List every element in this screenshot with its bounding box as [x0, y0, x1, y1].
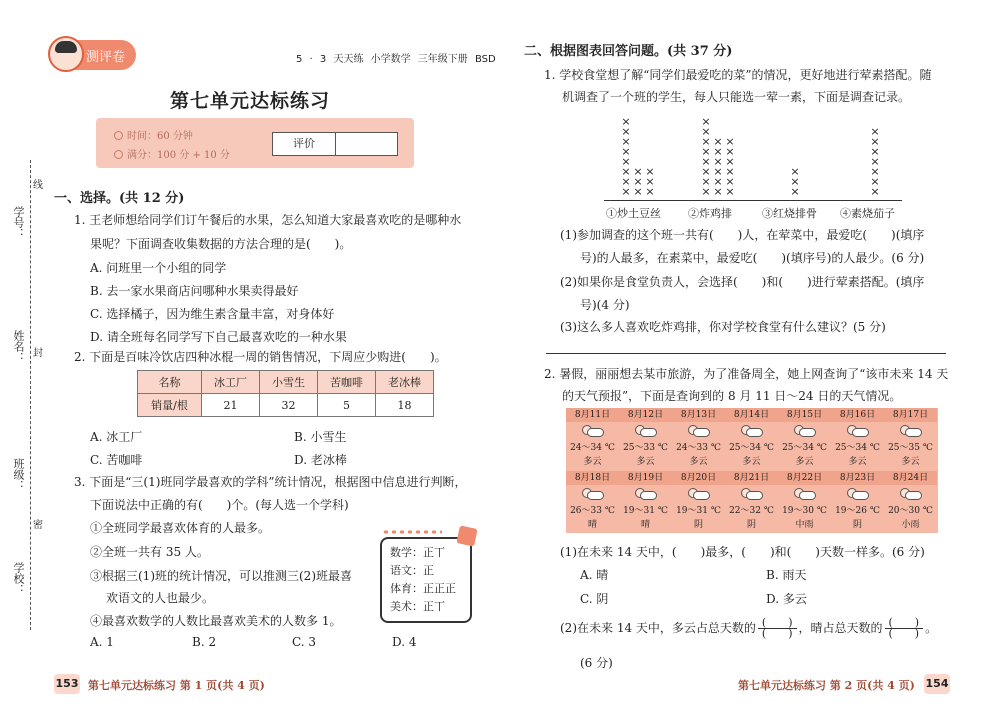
table-row — [138, 394, 434, 417]
q2-text: 2. 下面是百味冷饮店四种冰棍一周的销售情况，下周应少购进( )。 — [74, 350, 447, 364]
r-q1-part3: (3)这么多人喜欢吃炸鸡排，你对学校食堂有什么建议？(5 分) — [560, 320, 886, 334]
mascot-icon — [48, 36, 84, 72]
page-footer: 第七单元达标练习 第 2 页(共 4 页) — [738, 679, 915, 692]
student-name-label: 姓名： — [12, 330, 25, 363]
page-number: 153 — [54, 674, 80, 694]
weather-desc: 多云 — [848, 457, 867, 467]
weather-temp: 26～33 ℃ — [570, 506, 615, 516]
table-cell: 32 — [260, 394, 318, 417]
book-info: 5 · 3 天天练 小学数学 三年级下册 BSD — [296, 54, 496, 65]
tally-row: 体育：正正正 — [390, 582, 456, 595]
seal-char: 密 — [33, 520, 43, 531]
answer-line[interactable] — [546, 353, 946, 354]
weather-icon — [794, 488, 816, 501]
weather-date: 8月15日 — [778, 408, 831, 422]
weather-desc: 阴 — [852, 520, 862, 530]
tally-column: × × × × × × × × — [701, 115, 711, 198]
pictograph-baseline — [604, 200, 902, 201]
table-cell: 18 — [376, 394, 434, 417]
weather-date: 8月17日 — [884, 408, 937, 422]
tally-card — [380, 537, 472, 623]
weather-date: 8月21日 — [725, 471, 778, 485]
page-title: 第七单元达标练习 — [169, 90, 330, 112]
weather-icon — [900, 425, 922, 438]
r-q2-part2 — [560, 618, 937, 639]
weather-date: 8月14日 — [725, 408, 778, 422]
r-q2-part2-mid: ，晴占总天数的 — [798, 621, 883, 635]
page-footer: 第七单元达标练习 第 1 页(共 4 页) — [88, 679, 265, 692]
evaluation-blank[interactable] — [335, 133, 397, 155]
weather-day — [778, 471, 831, 533]
weather-icon — [741, 425, 763, 438]
q3-statement-3b: 欢语文的人也最少。 — [106, 591, 215, 605]
weather-desc: 晴 — [587, 520, 597, 530]
table-header-cell: 苦咖啡 — [318, 371, 376, 394]
weather-desc: 小雨 — [901, 520, 920, 530]
r-q2-line1: 2. 暑假，丽丽想去某市旅游，为了准备周全，她上网查询了“该市未来 14 天 — [544, 367, 949, 381]
weather-icon — [635, 425, 657, 438]
decorative-dots — [382, 529, 442, 535]
weather-icon — [582, 425, 604, 438]
tally-column: × × × × × × × × — [621, 115, 631, 198]
table-row-label: 销量/根 — [138, 394, 202, 417]
q3-statement-3a: ③根据三(1)班的统计情况，可以推测三(2)班最喜 — [90, 569, 352, 583]
tally-column: × × × × × × — [713, 135, 723, 198]
seal-char: 线 — [33, 180, 43, 191]
tally-column: × × × × × × × — [870, 125, 880, 198]
score-row — [114, 146, 230, 161]
weather-day — [672, 471, 725, 533]
seal-char: 封 — [33, 348, 43, 359]
student-number-label: 学号： — [12, 206, 25, 239]
weather-date: 8月11日 — [566, 408, 619, 422]
test-badge — [52, 40, 136, 70]
q3-option-c[interactable]: C. 3 — [292, 635, 317, 649]
time-limit: 时间：60 分钟 — [127, 131, 193, 142]
sales-table — [137, 370, 434, 417]
weather-temp: 25～34 ℃ — [729, 443, 774, 453]
exam-info-box — [96, 118, 414, 168]
r-q2-option-c[interactable]: C. 阴 — [580, 592, 609, 606]
weather-desc: 多云 — [742, 457, 761, 467]
table-header-row — [138, 371, 434, 394]
weather-icon — [847, 425, 869, 438]
r-q1-part1b: 号)的人最多，在素菜中，最爱吃( )(填序号)的人最少。(6 分) — [580, 251, 925, 265]
q1-line2: 果呢？下面调查收集数据的方法合理的是( )。 — [90, 237, 352, 251]
weather-day — [619, 471, 672, 533]
table-cell: 5 — [318, 394, 376, 417]
r-q1-line2: 机调查了一个班的学生，每人只能选一荤一素，下面是调查记录。 — [562, 90, 911, 104]
section2-title: 二、根据图表回答问题。(共 37 分) — [524, 44, 733, 59]
weather-desc: 阴 — [693, 520, 703, 530]
weather-day — [725, 408, 778, 470]
weather-icon — [688, 488, 710, 501]
r-q2-option-a[interactable]: A. 晴 — [580, 568, 609, 582]
r-q2-line2: 的天气预报”，下面是查询到的 8 月 11 日～24 日的天气情况。 — [562, 389, 902, 403]
weather-day — [725, 471, 778, 533]
weather-temp: 19～31 ℃ — [676, 506, 721, 516]
weather-date: 8月19日 — [619, 471, 672, 485]
weather-temp: 25～35 ℃ — [888, 443, 933, 453]
weather-desc: 中雨 — [795, 520, 814, 530]
r-q1-line1: 1. 学校食堂想了解“同学们最爱吃的菜”的情况，更好地进行荤素搭配。随 — [544, 68, 932, 82]
weather-day — [566, 408, 619, 470]
weather-day — [566, 471, 619, 533]
weather-temp: 22～32 ℃ — [729, 506, 774, 516]
weather-day — [831, 408, 884, 470]
check-icon — [114, 150, 123, 159]
time-row — [114, 127, 193, 142]
fraction-blank[interactable]: $\frac{( )}{( )}$ — [885, 618, 924, 639]
tally-row: 美术：正丅 — [390, 600, 445, 613]
q3-option-d[interactable]: D. 4 — [392, 635, 417, 649]
q2-option-c[interactable]: C. 苦咖啡 — [90, 453, 143, 467]
r-q2-part2-pre: (2)在未来 14 天中，多云占总天数的 — [560, 621, 756, 635]
q3-line2: 下面说法中正确的有( )个。(每人选一个学科) — [90, 498, 349, 512]
category-label: ①炒土豆丝 — [606, 207, 661, 220]
weather-temp: 25～33 ℃ — [623, 443, 668, 453]
r-q2-part1: (1)在未来 14 天中，( )最多，( )和( )天数一样多。(6 分) — [560, 545, 925, 559]
category-label: ④素烧茄子 — [840, 207, 895, 220]
class-label: 班级： — [12, 458, 25, 491]
q1-line1: 1. 王老师想给同学们订午餐后的水果，怎么知道大家最喜欢吃的是哪种水 — [74, 213, 462, 227]
q2-option-d[interactable]: D. 老冰棒 — [294, 453, 347, 467]
table-header-cell: 小雪生 — [260, 371, 318, 394]
weather-desc: 阴 — [746, 520, 756, 530]
tally-column: × × × — [633, 165, 643, 198]
q3-statement-1: ①全班同学最喜欢体育的人最多。 — [90, 521, 271, 535]
right-page — [500, 0, 1000, 718]
r-q2-score: (6 分) — [580, 656, 613, 670]
weather-day — [672, 408, 725, 470]
evaluation-box — [272, 132, 398, 156]
q1-option-b[interactable]: B. 去一家水果商店问哪种水果卖得最好 — [90, 284, 299, 298]
weather-desc: 多云 — [901, 457, 920, 467]
weather-icon — [741, 488, 763, 501]
table-header-cell: 老冰棒 — [376, 371, 434, 394]
q3-statement-2: ②全班一共有 35 人。 — [90, 545, 209, 559]
q3-option-b[interactable]: B. 2 — [192, 635, 217, 649]
weather-date: 8月16日 — [831, 408, 884, 422]
section1-title: 一、选择。(共 12 分) — [54, 191, 185, 206]
page-number: 154 — [924, 674, 950, 694]
weather-desc: 多云 — [689, 457, 708, 467]
q3-statement-4: ④最喜欢数学的人数比最喜欢美术的人数多 1。 — [90, 614, 342, 628]
weather-temp: 19～30 ℃ — [782, 506, 827, 516]
q2-option-b[interactable]: B. 小雪生 — [294, 430, 347, 444]
evaluation-label: 评价 — [292, 137, 315, 150]
weather-forecast — [566, 408, 938, 533]
r-q1-part2b: 号)(4 分) — [580, 298, 630, 312]
q1-option-a[interactable]: A. 问班里一个小组的同学 — [90, 261, 227, 275]
weather-temp: 25～34 ℃ — [835, 443, 880, 453]
weather-day — [884, 408, 937, 470]
weather-temp: 19～31 ℃ — [623, 506, 668, 516]
tally-column: × × × — [645, 165, 655, 198]
weather-icon — [847, 488, 869, 501]
weather-day — [831, 471, 884, 533]
weather-day — [619, 408, 672, 470]
tally-column: × × × — [790, 165, 800, 198]
table-header-cell: 名称 — [138, 371, 202, 394]
weather-temp: 25～34 ℃ — [782, 443, 827, 453]
clock-icon — [114, 131, 123, 140]
badge-label: 测评卷 — [86, 50, 126, 65]
q3-line1: 3. 下面是“三(1)班同学最喜欢的学科”统计情况，根据图中信息进行判断， — [74, 475, 467, 489]
weather-icon — [582, 488, 604, 501]
weather-temp: 19～26 ℃ — [835, 506, 880, 516]
weather-temp: 24～34 ℃ — [570, 443, 615, 453]
r-q2-part2-end: 。 — [925, 621, 938, 635]
q2-option-a[interactable]: A. 冰工厂 — [90, 430, 143, 444]
school-label: 学校： — [12, 562, 25, 595]
weather-icon — [794, 425, 816, 438]
r-q1-part2a: (2)如果你是食堂负责人，会选择( )和( )进行荤素搭配。(填序 — [560, 275, 925, 289]
weather-icon — [635, 488, 657, 501]
tally-row: 语文：正 — [390, 564, 434, 577]
weather-date: 8月12日 — [619, 408, 672, 422]
weather-day — [884, 471, 937, 533]
weather-date: 8月13日 — [672, 408, 725, 422]
full-score: 满分：100 分 + 10 分 — [127, 150, 230, 161]
tally-row: 数学：正丅 — [390, 546, 445, 559]
pin-icon — [456, 525, 477, 546]
weather-desc: 多云 — [583, 457, 602, 467]
weather-date: 8月22日 — [778, 471, 831, 485]
weather-date: 8月20日 — [672, 471, 725, 485]
weather-desc: 多云 — [795, 457, 814, 467]
binding-dashed-line — [30, 160, 31, 630]
q1-option-c[interactable]: C. 选择橘子，因为维生素含量丰富，对身体好 — [90, 307, 335, 321]
weather-date: 8月23日 — [831, 471, 884, 485]
fraction-blank[interactable]: $\frac{( )}{( )}$ — [758, 618, 797, 639]
weather-temp: 24～33 ℃ — [676, 443, 721, 453]
tally-column: × × × × × × — [725, 135, 735, 198]
weather-date: 8月24日 — [884, 471, 937, 485]
table-cell: 21 — [202, 394, 260, 417]
weather-date: 8月18日 — [566, 471, 619, 485]
r-q2-option-d[interactable]: D. 多云 — [766, 592, 807, 606]
q3-option-a[interactable]: A. 1 — [90, 635, 114, 649]
weather-desc: 晴 — [640, 520, 650, 530]
weather-day — [778, 408, 831, 470]
weather-icon — [900, 488, 922, 501]
weather-icon — [688, 425, 710, 438]
r-q1-part1a: (1)参加调查的这个班一共有( )人，在荤菜中，最爱吃( )(填序 — [560, 228, 925, 242]
weather-desc: 多云 — [636, 457, 655, 467]
category-label: ③红烧排骨 — [762, 207, 817, 220]
q1-option-d[interactable]: D. 请全班每名同学写下自己最喜欢吃的一种水果 — [90, 330, 347, 344]
table-header-cell: 冰工厂 — [202, 371, 260, 394]
weather-temp: 20～30 ℃ — [888, 506, 933, 516]
category-label: ②炸鸡排 — [688, 207, 732, 220]
r-q2-option-b[interactable]: B. 雨天 — [766, 568, 807, 582]
